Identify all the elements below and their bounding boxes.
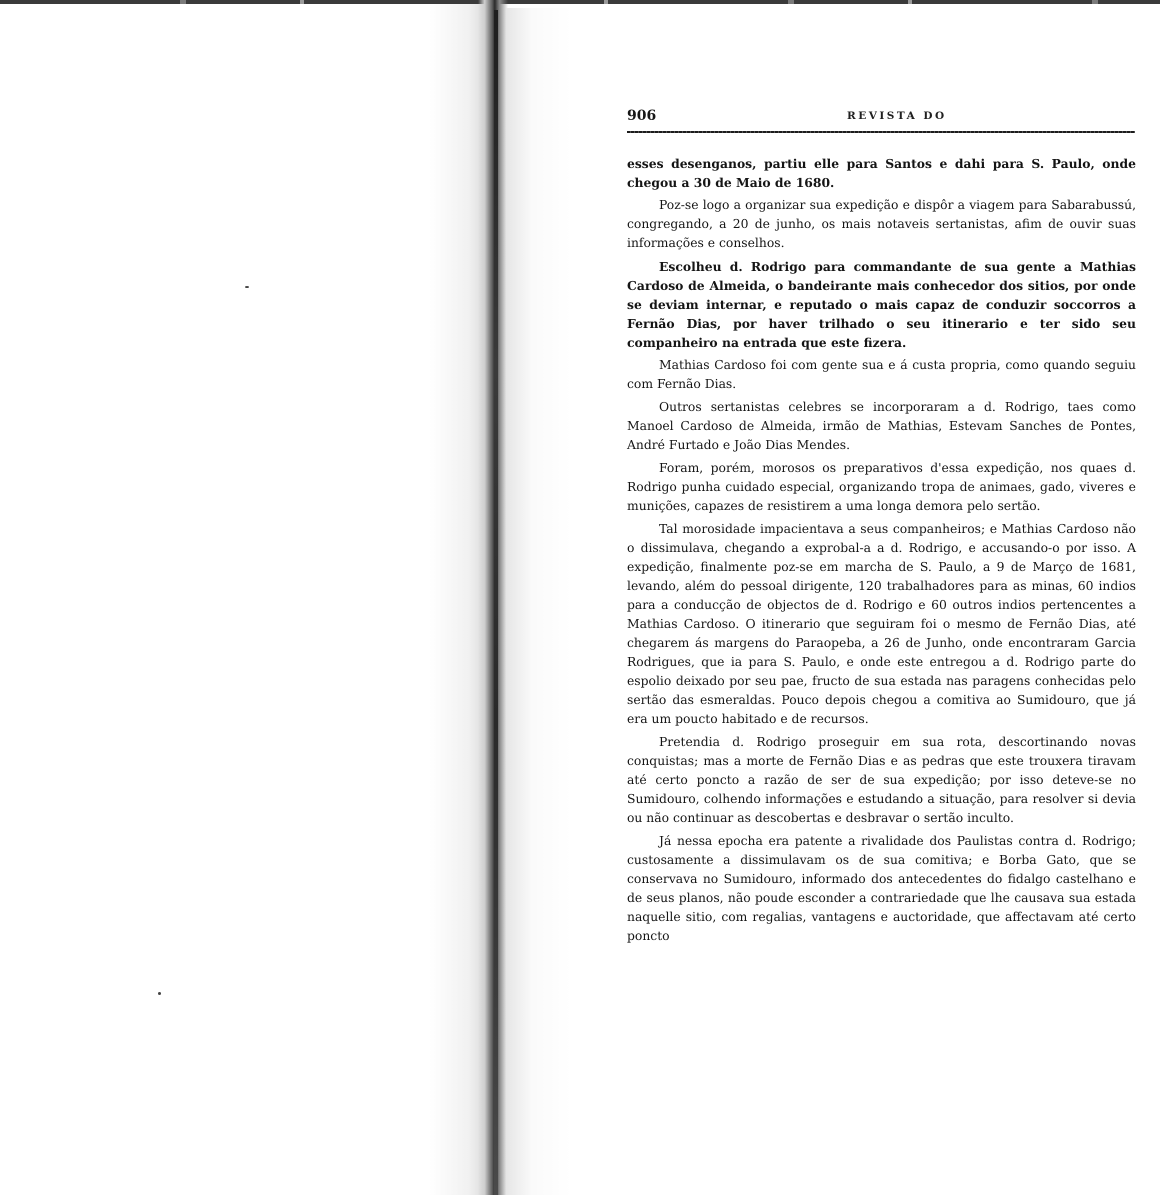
speck-mark <box>245 286 249 288</box>
header-rule <box>627 131 1135 133</box>
paragraph: Outros sertanistas celebres se incorporaram a d. Rodrigo, taes como Manoel Cardoso de Almeida, irmão de Mathias, Estevam Sanches de Pontes, André Furtado e João Dias Mendes. <box>627 400 1136 452</box>
paragraph: Mathias Cardoso foi com gente sua e á custa propria, como quando seguiu com Fernão Dias. <box>627 358 1136 391</box>
paragraph: Tal morosidade impacientava a seus companheiros; e Mathias Cardoso não o dissimulava, chegando a exprobal-a a d. Rodrigo, e accusando-o por isso. A expedição, finalmente poz-se em marcha de S. Paulo, a 9 de Março de 1681, levando, além do pessoal dirigente, 120 trabalhadores para as minas, 60 indios para a conducção de objectos de d. Rodrigo e 60 outros indios pertencentes a Mathias Cardoso. O itinerario que seguiram foi o mesmo de Fernão Dias, até chegarem ás margens do Paraopeba, a 26 de Junho, onde encontraram Garcia Rodrigues, que ia para S. Paulo, e onde este entregou a d. Rodrigo parte do espolio deixado por seu pae, fructo de sua estada nas paragens conhecidas pelo sertão das esmeraldas. Pouco depois chegou a comitiva ao Sumidouro, que já era um poucto habitado e de recursos. <box>627 522 1136 726</box>
paragraph: Já nessa epocha era patente a rivalidade dos Paulistas contra d. Rodrigo; custosamente a dissimulavam os de sua comitiva; e Borba Gato, que se conservava no Sumidouro, informado dos antecedentes do fidalgo castelhano e de seus planos, não poude esconder a contrariedade que lhe causava sua estada naquelle sitio, com regalias, vantagens e auctoridade, que affectavam até certo poncto <box>627 834 1136 943</box>
body-text <box>627 154 1136 950</box>
paragraph: Poz-se logo a organizar sua expedição e dispôr a viagem para Sabarabussú, congregando, a 20 de junho, os mais notaveis sertanistas, afim de ouvir suas informações e conselhos. <box>627 198 1136 250</box>
left-blank-page <box>0 4 488 1195</box>
page-header <box>627 108 1136 130</box>
running-head: REVISTA DO <box>847 110 947 122</box>
paragraph: Pretendia d. Rodrigo proseguir em sua rota, descortinando novas conquistas; mas a morte de Fernão Dias e as pedras que este trouxera tiravam até certo poncto a razão de ser de sua expedição; por isso deteve-se no Sumidouro, colhendo informações e estudando a situação, para resolver si devia ou não continuar as descobertas e desbravar o sertão inculto. <box>627 735 1136 825</box>
page-number: 906 <box>627 108 657 124</box>
paragraph: Escolheu d. Rodrigo para commandante de sua gente a Mathias Cardoso de Almeida, o bandeirante mais conhecedor dos sitios, por onde se deviam internar, e reputado o mais capaz de conduzir soccorros a Fernão Dias, por haver trilhado o seu itinerario e ter sido seu companheiro na entrada que este fizera. <box>627 259 1136 350</box>
paragraph: Foram, porém, morosos os preparativos d'essa expedição, nos quaes d. Rodrigo punha cuidado especial, organizando tropa de animaes, gado, viveres e munições, capazes de resistirem a uma longa demora pelo sertão. <box>627 461 1136 513</box>
paragraph: esses desenganos, partiu elle para Santos e dahi para S. Paulo, onde chegou a 30 de Maio de 1680. <box>627 156 1136 190</box>
speck-mark <box>158 992 161 995</box>
book-gutter <box>478 0 508 1195</box>
book-spine-shadow <box>494 10 498 1195</box>
